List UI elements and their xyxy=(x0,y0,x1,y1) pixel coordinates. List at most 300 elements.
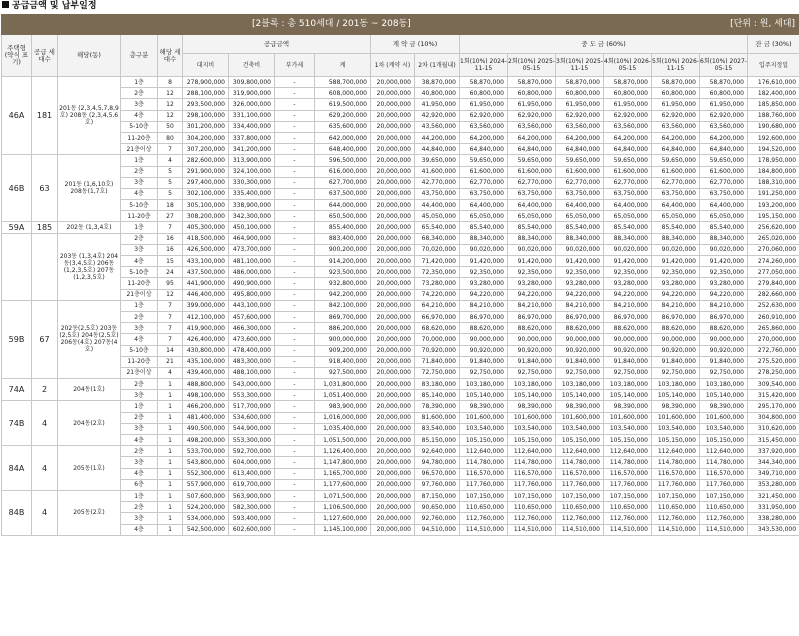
amount-cell: 94,780,000 xyxy=(415,457,460,468)
amount-cell: 74,220,000 xyxy=(415,289,460,300)
amount-cell: 464,900,000 xyxy=(229,233,275,244)
amount-cell: 61,950,000 xyxy=(604,99,652,110)
table-row xyxy=(2,244,799,255)
amount-cell: 563,900,000 xyxy=(229,490,275,501)
amount-cell: 192,600,000 xyxy=(748,132,799,143)
table-row xyxy=(2,513,799,524)
amount-cell: 430,800,000 xyxy=(183,345,229,356)
floor-cell: 21층이상 xyxy=(121,367,158,378)
amount-cell: 92,750,000 xyxy=(652,367,700,378)
amount-cell: 90,020,000 xyxy=(652,244,700,255)
amount-cell: 288,100,000 xyxy=(183,88,229,99)
amount-cell: 20,000,000 xyxy=(371,479,415,490)
amount-cell: 61,950,000 xyxy=(652,99,700,110)
amount-cell: 553,300,000 xyxy=(229,390,275,401)
amount-cell: 112,640,000 xyxy=(508,446,556,457)
amount-cell: 326,000,000 xyxy=(229,99,275,110)
amount-cell: 44,840,000 xyxy=(415,144,460,155)
amount-cell: 72,750,000 xyxy=(415,367,460,378)
amount-cell: 310,620,000 xyxy=(748,423,799,434)
floor-units-cell: 7 xyxy=(158,300,183,311)
amount-cell: 93,280,000 xyxy=(700,278,748,289)
amount-cell: 304,200,000 xyxy=(183,132,229,143)
amount-cell: 88,620,000 xyxy=(700,323,748,334)
amount-cell: 86,970,000 xyxy=(700,311,748,322)
amount-cell: 637,500,000 xyxy=(315,188,371,199)
amount-cell: 62,770,000 xyxy=(604,177,652,188)
amount-cell: 62,920,000 xyxy=(700,110,748,121)
type-cell: 74A xyxy=(2,379,32,401)
amount-cell: 85,540,000 xyxy=(700,222,748,233)
table-row xyxy=(2,502,799,513)
amount-cell: 481,400,000 xyxy=(183,412,229,423)
amount-cell: 616,000,000 xyxy=(315,166,371,177)
table-row xyxy=(2,222,799,233)
amount-cell: 39,650,000 xyxy=(415,155,460,166)
amount-cell: 433,100,000 xyxy=(183,256,229,267)
floor-units-cell: 5 xyxy=(158,188,183,199)
amount-cell: 426,500,000 xyxy=(183,244,229,255)
amount-cell: 1,106,500,000 xyxy=(315,502,371,513)
amount-cell: 92,750,000 xyxy=(460,367,508,378)
header-vat: 부가세 xyxy=(275,54,315,77)
amount-cell: 88,340,000 xyxy=(652,233,700,244)
amount-cell: 60,800,000 xyxy=(652,88,700,99)
amount-cell: 337,920,000 xyxy=(748,446,799,457)
type-cell: 84B xyxy=(2,490,32,535)
amount-cell: 188,760,000 xyxy=(748,110,799,121)
amount-cell: 92,750,000 xyxy=(556,367,604,378)
amount-cell: 405,300,000 xyxy=(183,222,229,233)
amount-cell: 64,200,000 xyxy=(508,132,556,143)
amount-cell: 63,560,000 xyxy=(604,121,652,132)
table-row xyxy=(2,457,799,468)
floor-units-cell: 14 xyxy=(158,345,183,356)
amount-cell: 61,600,000 xyxy=(556,166,604,177)
amount-cell: 61,600,000 xyxy=(700,166,748,177)
amount-cell: 91,840,000 xyxy=(652,356,700,367)
dong-cell: 201동 (1,6,10호) 208동(1,7호) xyxy=(58,155,121,222)
amount-cell: 103,180,000 xyxy=(556,379,604,390)
floor-cell: 3층 xyxy=(121,99,158,110)
amount-cell: 534,000,000 xyxy=(183,513,229,524)
amount-cell: 20,000,000 xyxy=(371,188,415,199)
amount-cell: 178,950,000 xyxy=(748,155,799,166)
amount-cell: 20,000,000 xyxy=(371,323,415,334)
amount-cell: 88,340,000 xyxy=(556,233,604,244)
amount-cell: 92,350,000 xyxy=(460,267,508,278)
amount-cell: 353,280,000 xyxy=(748,479,799,490)
amount-cell: 64,840,000 xyxy=(604,144,652,155)
amount-cell: 90,920,000 xyxy=(556,345,604,356)
units-cell: 4 xyxy=(32,401,58,446)
table-row xyxy=(2,77,799,88)
amount-cell: 91,420,000 xyxy=(556,256,604,267)
amount-cell: 20,000,000 xyxy=(371,233,415,244)
amount-cell: 260,910,000 xyxy=(748,311,799,322)
amount-cell: 331,950,000 xyxy=(748,502,799,513)
amount-cell: 58,870,000 xyxy=(652,77,700,88)
amount-cell: 90,000,000 xyxy=(604,334,652,345)
amount-cell: 305,100,000 xyxy=(183,200,229,211)
amount-cell: - xyxy=(275,490,315,501)
amount-cell: 44,400,000 xyxy=(415,200,460,211)
amount-cell: 282,660,000 xyxy=(748,289,799,300)
amount-cell: 334,400,000 xyxy=(229,121,275,132)
floor-units-cell: 12 xyxy=(158,99,183,110)
amount-cell: 114,510,000 xyxy=(700,524,748,535)
amount-cell: 309,800,000 xyxy=(229,77,275,88)
floor-units-cell: 8 xyxy=(158,77,183,88)
table-row xyxy=(2,188,799,199)
amount-cell: 93,280,000 xyxy=(556,278,604,289)
amount-cell: 112,640,000 xyxy=(460,446,508,457)
amount-cell: 307,200,000 xyxy=(183,144,229,155)
amount-cell: 107,150,000 xyxy=(700,490,748,501)
amount-cell: 112,640,000 xyxy=(652,446,700,457)
amount-cell: 193,200,000 xyxy=(748,200,799,211)
amount-cell: 20,000,000 xyxy=(371,132,415,143)
amount-cell: 84,210,000 xyxy=(556,300,604,311)
amount-cell: 544,900,000 xyxy=(229,423,275,434)
amount-cell: 483,300,000 xyxy=(229,356,275,367)
amount-cell: 90,000,000 xyxy=(700,334,748,345)
floor-cell: 4층 xyxy=(121,256,158,267)
amount-cell: 91,840,000 xyxy=(460,356,508,367)
amount-cell: - xyxy=(275,155,315,166)
amount-cell: 650,500,000 xyxy=(315,211,371,222)
amount-cell: 61,600,000 xyxy=(652,166,700,177)
amount-cell: 298,100,000 xyxy=(183,110,229,121)
amount-cell: 110,650,000 xyxy=(652,502,700,513)
amount-cell: 596,500,000 xyxy=(315,155,371,166)
amount-cell: 105,140,000 xyxy=(460,390,508,401)
section-heading xyxy=(0,0,799,14)
amount-cell: 61,600,000 xyxy=(508,166,556,177)
amount-cell: 20,000,000 xyxy=(371,166,415,177)
dong-cell: 201동 (2,3,4,5,7,8,9호) 208동 (2,3,4,5,6호) xyxy=(58,77,121,155)
amount-cell: 20,000,000 xyxy=(371,401,415,412)
amount-cell: 38,870,000 xyxy=(415,77,460,88)
amount-cell: - xyxy=(275,267,315,278)
amount-cell: - xyxy=(275,222,315,233)
amount-cell: 91,420,000 xyxy=(652,256,700,267)
amount-cell: - xyxy=(275,244,315,255)
amount-cell: 927,500,000 xyxy=(315,367,371,378)
floor-units-cell: 12 xyxy=(158,289,183,300)
amount-cell: 88,620,000 xyxy=(460,323,508,334)
table-body xyxy=(2,77,799,536)
amount-cell: 279,840,000 xyxy=(748,278,799,289)
amount-cell: - xyxy=(275,367,315,378)
amount-cell: 20,000,000 xyxy=(371,278,415,289)
amount-cell: 604,000,000 xyxy=(229,457,275,468)
amount-cell: 344,340,000 xyxy=(748,457,799,468)
amount-cell: 117,760,000 xyxy=(700,479,748,490)
units-cell: 67 xyxy=(32,300,58,378)
amount-cell: 1,035,400,000 xyxy=(315,423,371,434)
amount-cell: 84,210,000 xyxy=(652,300,700,311)
amount-cell: 64,200,000 xyxy=(556,132,604,143)
amount-cell: 70,000,000 xyxy=(415,334,460,345)
amount-cell: 91,840,000 xyxy=(508,356,556,367)
amount-cell: 20,000,000 xyxy=(371,390,415,401)
amount-cell: 105,150,000 xyxy=(460,435,508,446)
amount-cell: 105,140,000 xyxy=(604,390,652,401)
amount-cell: 58,870,000 xyxy=(460,77,508,88)
type-cell xyxy=(2,233,32,300)
floor-units-cell: 7 xyxy=(158,311,183,322)
amount-cell: 103,180,000 xyxy=(652,379,700,390)
amount-cell: 64,840,000 xyxy=(556,144,604,155)
amount-cell: 92,750,000 xyxy=(700,367,748,378)
floor-cell: 5-10층 xyxy=(121,121,158,132)
amount-cell: 194,520,000 xyxy=(748,144,799,155)
amount-cell: 627,700,000 xyxy=(315,177,371,188)
amount-cell: 43,560,000 xyxy=(415,121,460,132)
amount-cell: 457,600,000 xyxy=(229,311,275,322)
amount-cell: 114,780,000 xyxy=(652,457,700,468)
amount-cell: 62,920,000 xyxy=(460,110,508,121)
amount-cell: 20,000,000 xyxy=(371,144,415,155)
floor-cell: 1층 xyxy=(121,77,158,88)
amount-cell: 117,760,000 xyxy=(460,479,508,490)
floor-cell: 1층 xyxy=(121,401,158,412)
floor-cell: 3층 xyxy=(121,457,158,468)
amount-cell: 86,970,000 xyxy=(508,311,556,322)
floor-cell: 11-20층 xyxy=(121,132,158,143)
floor-units-cell: 80 xyxy=(158,132,183,143)
amount-cell: 116,570,000 xyxy=(652,468,700,479)
amount-cell: 90,000,000 xyxy=(508,334,556,345)
floor-cell: 3층 xyxy=(121,244,158,255)
amount-cell: 105,150,000 xyxy=(604,435,652,446)
amount-cell: 91,840,000 xyxy=(556,356,604,367)
amount-cell: 418,500,000 xyxy=(183,233,229,244)
table-row xyxy=(2,524,799,535)
table-row xyxy=(2,390,799,401)
amount-cell: 419,900,000 xyxy=(183,323,229,334)
table-row xyxy=(2,479,799,490)
amount-cell: 473,700,000 xyxy=(229,244,275,255)
supply-price-table xyxy=(1,14,799,536)
floor-cell: 5-10층 xyxy=(121,267,158,278)
table-row xyxy=(2,345,799,356)
amount-cell: 61,950,000 xyxy=(556,99,604,110)
amount-cell: 72,350,000 xyxy=(415,267,460,278)
amount-cell: 337,800,000 xyxy=(229,132,275,143)
amount-cell: 103,180,000 xyxy=(700,379,748,390)
table-row xyxy=(2,490,799,501)
amount-cell: 85,540,000 xyxy=(460,222,508,233)
amount-cell: 117,760,000 xyxy=(604,479,652,490)
table-row xyxy=(2,267,799,278)
floor-cell: 21층이상 xyxy=(121,144,158,155)
amount-cell: 105,140,000 xyxy=(652,390,700,401)
header-contract-1: 1차 (계약 시) xyxy=(371,54,415,77)
floor-cell: 4층 xyxy=(121,188,158,199)
amount-cell: 61,950,000 xyxy=(460,99,508,110)
amount-cell: 466,300,000 xyxy=(229,323,275,334)
amount-cell: 61,950,000 xyxy=(508,99,556,110)
amount-cell: 112,760,000 xyxy=(700,513,748,524)
floor-cell: 4층 xyxy=(121,334,158,345)
floor-units-cell: 16 xyxy=(158,244,183,255)
amount-cell: 20,000,000 xyxy=(371,379,415,390)
amount-cell: 182,400,000 xyxy=(748,88,799,99)
header-mid-4: 4회(10%) 2026-05-15 xyxy=(604,54,652,77)
amount-cell: - xyxy=(275,468,315,479)
units-cell: 2 xyxy=(32,379,58,401)
amount-cell: 84,210,000 xyxy=(460,300,508,311)
amount-cell: 62,920,000 xyxy=(604,110,652,121)
amount-cell: 90,000,000 xyxy=(556,334,604,345)
floor-cell: 3층 xyxy=(121,323,158,334)
floor-cell: 1층 xyxy=(121,300,158,311)
amount-cell: 302,100,000 xyxy=(183,188,229,199)
floor-units-cell: 1 xyxy=(158,490,183,501)
amount-cell: 94,510,000 xyxy=(415,524,460,535)
amount-cell: 90,920,000 xyxy=(460,345,508,356)
amount-cell: 342,300,000 xyxy=(229,211,275,222)
header-mid-3: 3회(10%) 2025-11-15 xyxy=(556,54,604,77)
amount-cell: 64,840,000 xyxy=(508,144,556,155)
amount-cell: 330,300,000 xyxy=(229,177,275,188)
table-row xyxy=(2,423,799,434)
floor-cell: 2층 xyxy=(121,502,158,513)
amount-cell: 1,016,000,000 xyxy=(315,412,371,423)
header-mid: 중 도 금 (60%) xyxy=(460,35,748,54)
table-row xyxy=(2,323,799,334)
amount-cell: 58,870,000 xyxy=(700,77,748,88)
amount-cell: 98,390,000 xyxy=(556,401,604,412)
amount-cell: 112,640,000 xyxy=(604,446,652,457)
amount-cell: 107,150,000 xyxy=(508,490,556,501)
table-row xyxy=(2,435,799,446)
amount-cell: 321,450,000 xyxy=(748,490,799,501)
amount-cell: 1,127,600,000 xyxy=(315,513,371,524)
amount-cell: 188,310,000 xyxy=(748,177,799,188)
type-cell: 59A xyxy=(2,222,32,233)
amount-cell: 90,920,000 xyxy=(604,345,652,356)
amount-cell: 42,770,000 xyxy=(415,177,460,188)
amount-cell: 855,400,000 xyxy=(315,222,371,233)
amount-cell: 92,350,000 xyxy=(652,267,700,278)
amount-cell: 64,840,000 xyxy=(700,144,748,155)
amount-cell: 176,610,000 xyxy=(748,77,799,88)
amount-cell: 274,260,000 xyxy=(748,256,799,267)
amount-cell: 114,510,000 xyxy=(508,524,556,535)
amount-cell: 185,850,000 xyxy=(748,99,799,110)
amount-cell: 441,900,000 xyxy=(183,278,229,289)
table-row xyxy=(2,356,799,367)
floor-cell: 2층 xyxy=(121,446,158,457)
amount-cell: 20,000,000 xyxy=(371,446,415,457)
amount-cell: 195,150,000 xyxy=(748,211,799,222)
floor-cell: 1층 xyxy=(121,222,158,233)
amount-cell: 114,780,000 xyxy=(604,457,652,468)
amount-cell: 90,920,000 xyxy=(508,345,556,356)
amount-cell: 20,000,000 xyxy=(371,155,415,166)
amount-cell: - xyxy=(275,77,315,88)
units-cell: 63 xyxy=(32,155,58,222)
amount-cell: 107,150,000 xyxy=(556,490,604,501)
amount-cell: 90,920,000 xyxy=(700,345,748,356)
amount-cell: 275,520,000 xyxy=(748,356,799,367)
header-building: 건축비 xyxy=(229,54,275,77)
amount-cell: 533,700,000 xyxy=(183,446,229,457)
floor-cell: 11-20층 xyxy=(121,356,158,367)
amount-cell: 20,000,000 xyxy=(371,502,415,513)
floor-units-cell: 24 xyxy=(158,267,183,278)
amount-cell: 94,220,000 xyxy=(604,289,652,300)
amount-cell: 278,900,000 xyxy=(183,77,229,88)
amount-cell: 608,000,000 xyxy=(315,88,371,99)
amount-cell: - xyxy=(275,121,315,132)
amount-cell: 1,051,400,000 xyxy=(315,390,371,401)
floor-units-cell: 4 xyxy=(158,367,183,378)
floor-units-cell: 1 xyxy=(158,412,183,423)
amount-cell: 59,650,000 xyxy=(460,155,508,166)
amount-cell: 71,420,000 xyxy=(415,256,460,267)
amount-cell: 932,800,000 xyxy=(315,278,371,289)
amount-cell: 91,420,000 xyxy=(508,256,556,267)
amount-cell: 315,450,000 xyxy=(748,435,799,446)
table-row xyxy=(2,256,799,267)
table-row xyxy=(2,200,799,211)
amount-cell: 277,050,000 xyxy=(748,267,799,278)
floor-cell: 1층 xyxy=(121,155,158,166)
amount-cell: 59,650,000 xyxy=(556,155,604,166)
amount-cell: 91,420,000 xyxy=(604,256,652,267)
type-cell: 74B xyxy=(2,401,32,446)
amount-cell: 88,340,000 xyxy=(604,233,652,244)
amount-cell: 488,800,000 xyxy=(183,379,229,390)
floor-units-cell: 21 xyxy=(158,356,183,367)
amount-cell: 20,000,000 xyxy=(371,524,415,535)
amount-cell: 87,150,000 xyxy=(415,490,460,501)
floor-units-cell: 1 xyxy=(158,524,183,535)
amount-cell: 64,200,000 xyxy=(604,132,652,143)
floor-units-cell: 1 xyxy=(158,390,183,401)
header-contract-2: 2차 (1개월내) xyxy=(415,54,460,77)
table-row xyxy=(2,211,799,222)
header-supply: 공급금액 xyxy=(183,35,371,54)
amount-cell: - xyxy=(275,289,315,300)
amount-cell: 488,100,000 xyxy=(229,367,275,378)
amount-cell: 918,400,000 xyxy=(315,356,371,367)
amount-cell: 534,600,000 xyxy=(229,412,275,423)
table-row xyxy=(2,311,799,322)
amount-cell: 642,000,000 xyxy=(315,132,371,143)
floor-cell: 4층 xyxy=(121,110,158,121)
amount-cell: 94,220,000 xyxy=(460,289,508,300)
amount-cell: 883,400,000 xyxy=(315,233,371,244)
amount-cell: 542,500,000 xyxy=(183,524,229,535)
amount-cell: 62,920,000 xyxy=(652,110,700,121)
amount-cell: 64,400,000 xyxy=(556,200,604,211)
amount-cell: 88,340,000 xyxy=(460,233,508,244)
amount-cell: 331,100,000 xyxy=(229,110,275,121)
amount-cell: 59,650,000 xyxy=(604,155,652,166)
table-row xyxy=(2,110,799,121)
amount-cell: 343,530,000 xyxy=(748,524,799,535)
amount-cell: 93,280,000 xyxy=(460,278,508,289)
amount-cell: 105,150,000 xyxy=(652,435,700,446)
amount-cell: 313,900,000 xyxy=(229,155,275,166)
amount-cell: 252,630,000 xyxy=(748,300,799,311)
amount-cell: 900,000,000 xyxy=(315,334,371,345)
